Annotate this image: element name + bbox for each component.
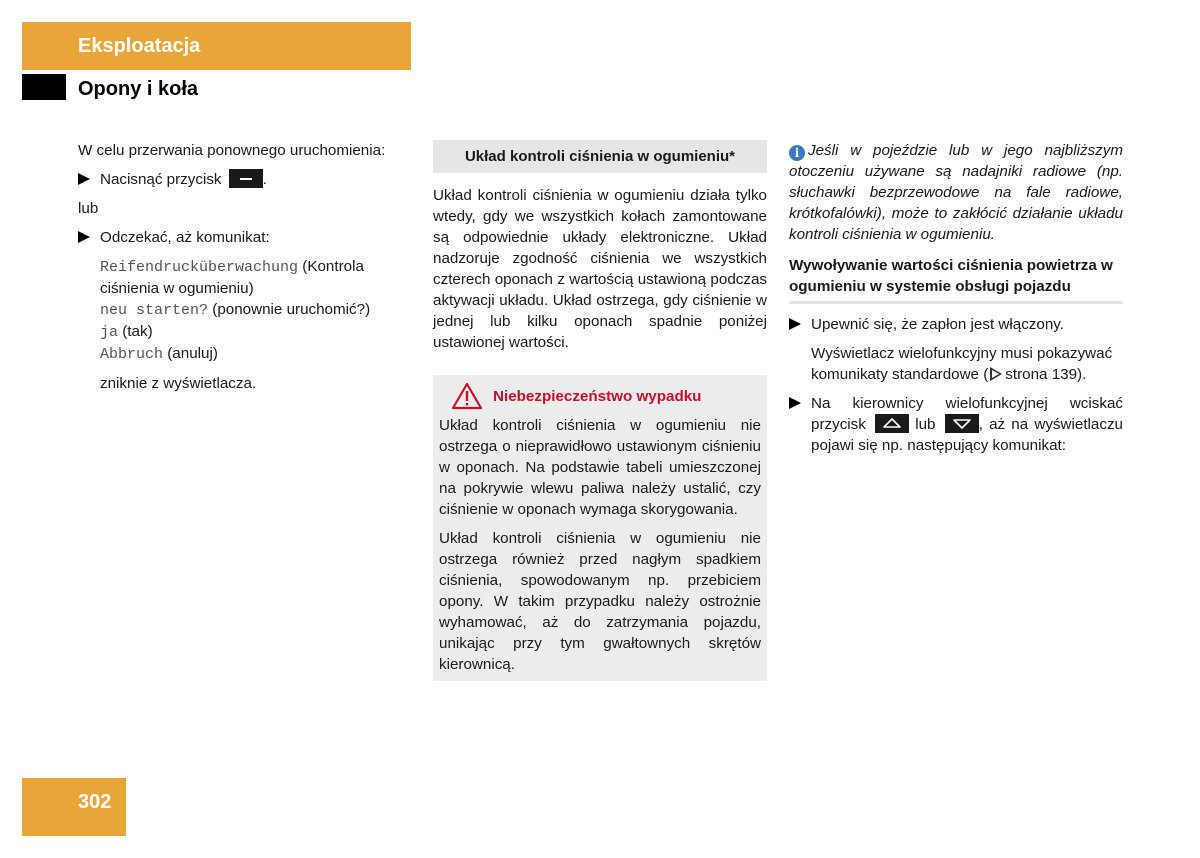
bullet-arrow-icon [78,231,90,243]
message-translation: (ponownie uruchomić?) [212,301,371,318]
minus-key-icon [229,169,263,188]
step-text: Odczekać, aż komunikat: [100,229,270,246]
or-text: lub [915,416,936,433]
step-note [789,343,1123,385]
bullet-arrow-icon [78,173,90,185]
display-message [78,256,412,365]
message-line [100,321,412,343]
danger-label: Niebezpieczeństwo wypadku [493,387,702,405]
message-code: ja [100,324,119,341]
step-text: , aż na wyświetlaczu pojawi się np. następujący komunikat: [811,416,1123,454]
note-text: Wyświetlacz wielofunkcyjny musi pokazywać komunikaty standardowe ( [811,345,1113,383]
message-translation: (Kontrola ciśnienia w ogumieniu) [100,258,364,297]
message-line [100,299,412,321]
danger-paragraph: Układ kontroli ciśnienia w ogumieniu nie ostrzega również przed nagłym spadkiem ciśnienia, spowodowanym np. przebiciem opony. W takim przypadku należy ostrożnie wyhamować, aż do zatrzymania pojazdu, unikając przy tym gwałtownych skrętów kierownicą. [439,530,761,673]
note-text: strona 139). [1005,366,1087,383]
outro-text: zniknie z wyświetlacza. [100,375,257,392]
message-code: Reifendrucküberwachung [100,259,299,276]
info-note [789,140,1123,245]
column-middle [433,140,767,681]
scroll-up-key-icon [875,414,909,433]
message-line [100,256,412,299]
message-translation: (tak) [122,323,153,340]
danger-warning-box [433,375,767,681]
procedure-heading: Wywoływanie wartości ciśnienia powietrza w ogumieniu w systemie obsługi pojazdu [789,255,1123,304]
page-number-box [22,778,126,836]
bullet-arrow-icon [789,397,801,409]
step-press-button [78,169,412,190]
step-text: Upewnić się, że zapłon jest włączony. [811,316,1064,333]
section-heading-box: Układ kontroli ciśnienia w ogumieniu* [433,140,767,173]
danger-paragraph: Układ kontroli ciśnienia w ogumieniu nie ostrzega o nieprawidłowo ustawionym ciśnieniu w oponach. Na podstawie tabeli umieszczonej na pokrywie wlewu paliwa należy ustalić, czy ciśnienie w oponach wymaga skorygowania. [439,417,761,518]
scroll-down-key-icon [945,414,979,433]
or-text: lub [78,200,99,217]
step-press-steering-button [789,393,1123,456]
punctuation: . [262,171,267,188]
step-wait [78,227,412,248]
message-code: neu starten? [100,302,209,319]
bullet-arrow-icon [789,318,801,330]
danger-header [439,381,761,411]
page-reference-icon [990,367,1002,381]
step-text: Na kierownicy wielofunkcyjnej wciskać przycisk [811,395,1123,433]
subsection-title: Opony i koła [78,78,199,100]
column-right [789,140,1123,456]
message-line [100,343,412,365]
column-left [78,140,412,394]
message-code: Abbruch [100,346,164,363]
section-title: Eksploatacja [78,35,201,57]
subsection-marker [22,74,66,100]
page-number: 302 [78,791,112,813]
message-translation: (anuluj) [167,345,218,362]
info-icon: i [789,145,805,161]
warning-triangle-icon [451,382,483,410]
intro-text: W celu przerwania ponownego uruchomienia: [78,142,386,159]
tpms-description: Układ kontroli ciśnienia w ogumieniu działa tylko wtedy, gdy we wszystkich kołach zamontowane są odpowiednie układy elektroniczne. Układ nadzoruje zgodność ciśnienia we wszystkich czterech oponach z wartością ustawioną podczas aktywacji układu. Układ ostrzega, gdy ciśnienie w jednej lub kilku oponach spadnie poniżej ustawionej wartości. [433,187,767,351]
info-text: Jeśli w pojeździe lub w jego najbliższym otoczeniu używane są nadajniki radiowe (np. słuchawki bezprzewodowe na fale radiowe, krótkofalówki), może to zakłócić działanie układu kontroli ciśnienia w ogumieniu. [789,142,1123,243]
step-text: Nacisnąć przycisk [100,171,222,188]
section-tab [22,22,411,70]
step-ignition [789,314,1123,335]
